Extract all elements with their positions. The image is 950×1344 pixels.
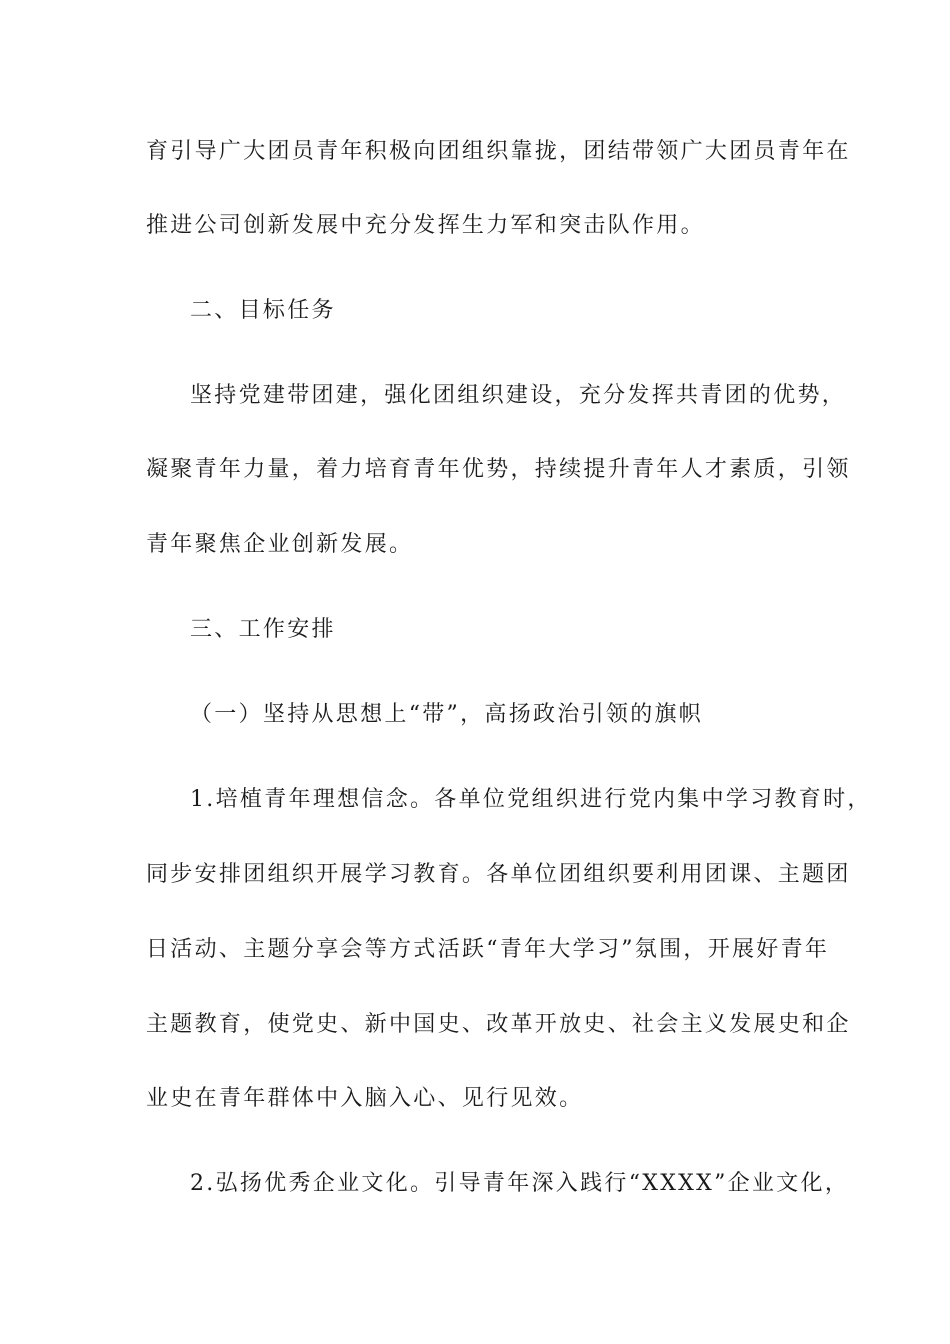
subsection-heading: （一）坚持从思想上“带”，高扬政治引领的旗帜 (190, 702, 704, 727)
paragraph-line: 推进公司创新发展中充分发挥生力军和突击队作用。 (146, 213, 705, 238)
paragraph-line: 业史在青年群体中入脑入心、见行见效。 (146, 1086, 584, 1111)
section-heading: 二、目标任务 (190, 298, 336, 323)
paragraph-line: 凝聚青年力量，着力培育青年优势，持续提升青年人才素质，引领 (146, 457, 851, 482)
paragraph-line: 日活动、主题分享会等方式活跃“青年大学习”氛围，开展好青年 (146, 937, 830, 962)
paragraph-line: 2.弘扬优秀企业文化。引导青年深入践行“XXXX”企业文化， (190, 1171, 850, 1196)
paragraph-line: 坚持党建带团建，强化团组织建设，充分发挥共青团的优势， (190, 383, 847, 408)
section-heading: 三、工作安排 (190, 617, 336, 642)
paragraph-line: 青年聚焦企业创新发展。 (146, 532, 414, 557)
paragraph-line: 育引导广大团员青年积极向团组织靠拢，团结带领广大团员青年在 (146, 139, 851, 164)
paragraph-line: 1.培植青年理想信念。各单位党组织进行党内集中学习教育时， (190, 787, 872, 812)
paragraph-line: 主题教育，使党史、新中国史、改革开放史、社会主义发展史和企 (146, 1012, 851, 1037)
paragraph-line: 同步安排团组织开展学习教育。各单位团组织要利用团课、主题团 (146, 862, 851, 887)
